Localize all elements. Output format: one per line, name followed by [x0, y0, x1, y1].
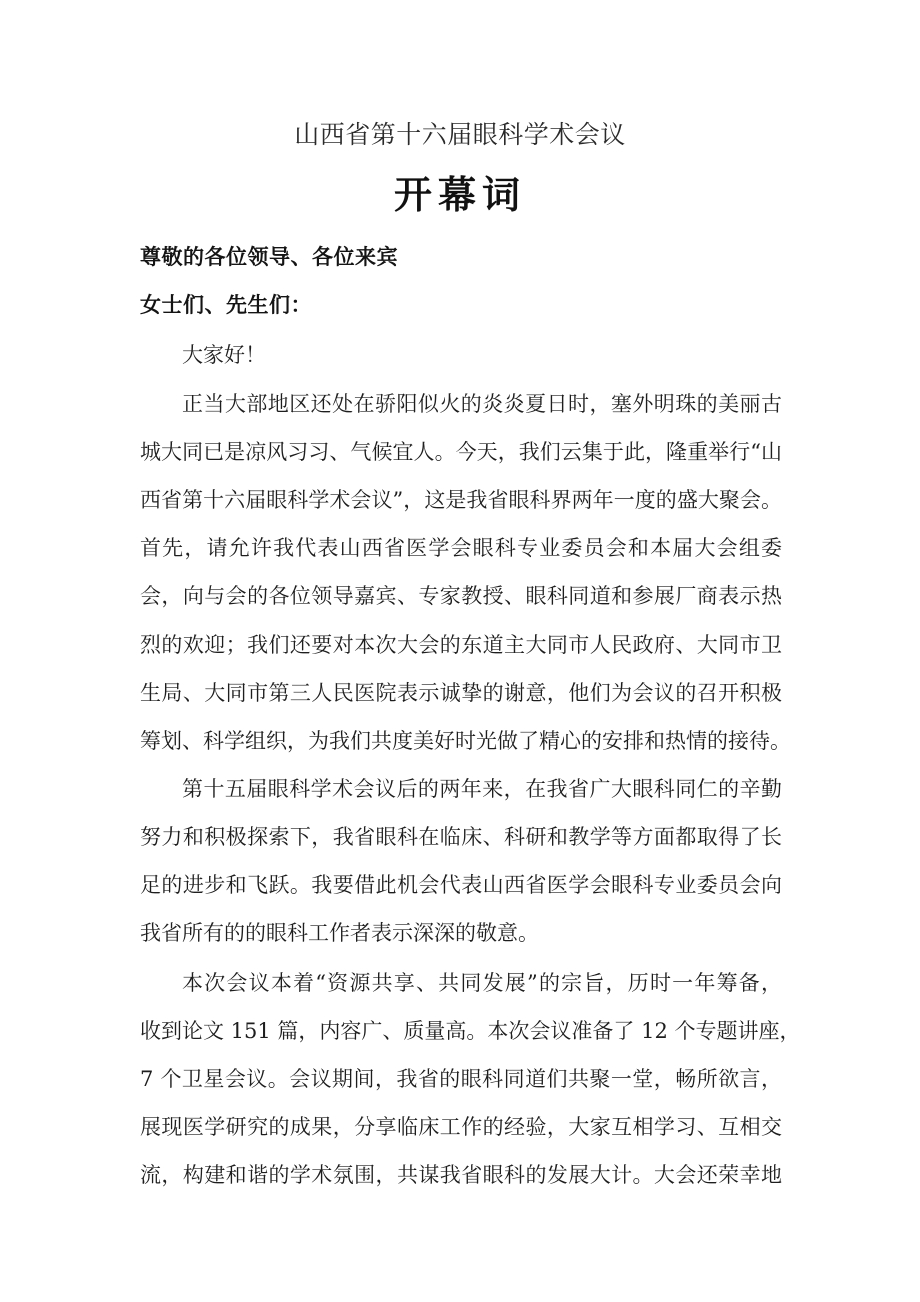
- paragraph-line: 努力和积极探索下，我省眼科在临床、科研和教学等方面都取得了长: [140, 825, 782, 849]
- salutation-leaders: 尊敬的各位领导、各位来宾: [140, 245, 398, 269]
- paragraph-line: 首先，请允许我代表山西省医学会眼科专业委员会和本届大会组委: [140, 536, 782, 560]
- paragraph-line: 展现医学研究的成果，分享临床工作的经验，大家互相学习、互相交: [140, 1115, 782, 1139]
- salutation-audience: 女士们、先生们：: [140, 293, 312, 317]
- paragraph-line: 会，向与会的各位领导嘉宾、专家教授、眼科同道和参展厂商表示热: [140, 584, 782, 608]
- paragraph-line: 第十五届眼科学术会议后的两年来，在我省广大眼科同仁的辛勤: [182, 777, 782, 801]
- paragraph-line: 城大同已是凉风习习、气候宜人。今天，我们云集于此，隆重举行“山: [140, 440, 782, 464]
- conference-title: 山西省第十六届眼科学术会议: [294, 120, 626, 149]
- paragraph-line: 筹划、科学组织，为我们共度美好时光做了精心的安排和热情的接待。: [140, 729, 791, 753]
- paragraph-line: 烈的欢迎；我们还要对本次大会的东道主大同市人民政府、大同市卫: [140, 633, 782, 657]
- paragraph-line: 我省所有的的眼科工作者表示深深的敬意。: [140, 921, 539, 945]
- paragraph-line: 流，构建和谐的学术氛围，共谋我省眼科的发展大计。大会还荣幸地: [140, 1163, 782, 1187]
- paragraph-line: 正当大部地区还处在骄阳似火的炎炎夏日时，塞外明珠的美丽古: [182, 392, 782, 416]
- paragraph-line: 西省第十六届眼科学术会议”，这是我省眼科界两年一度的盛大聚会。: [140, 488, 782, 512]
- paragraph-line: 收到论文 151 篇，内容广、质量高。本次会议准备了 12 个专题讲座，: [140, 1019, 801, 1043]
- main-title: 开幕词: [393, 172, 526, 217]
- paragraph-line: 7 个卫星会议。会议期间，我省的眼科同道们共聚一堂，畅所欲言，: [140, 1067, 782, 1091]
- paragraph-line: 足的进步和飞跃。我要借此机会代表山西省医学会眼科专业委员会向: [140, 873, 782, 897]
- paragraph-line: 本次会议本着“资源共享、共同发展”的宗旨，历时一年筹备，: [182, 971, 782, 995]
- paragraph-line: 生局、大同市第三人民医院表示诚挚的谢意，他们为会议的召开积极: [140, 681, 782, 705]
- greeting-line: 大家好！: [182, 343, 266, 367]
